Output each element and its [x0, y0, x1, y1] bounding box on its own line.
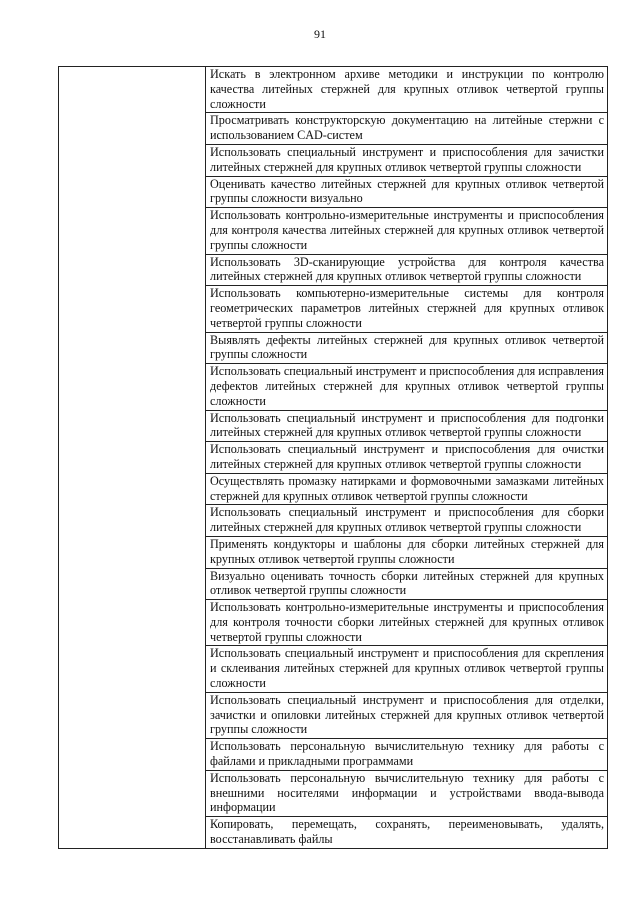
list-item: Визуально оценивать точность сборки литейных стержней для крупных отливок четвертой группы сложности: [206, 569, 607, 601]
list-item: Использовать специальный инструмент и приспособления для подгонки литейных стержней для крупных отливок четвертой группы сложности: [206, 411, 607, 443]
table-left-cell: [59, 67, 206, 849]
list-item: Использовать персональную вычислительную технику для работы с внешними носителями информации и устройствами ввода-вывода информации: [206, 771, 607, 817]
list-item: Выявлять дефекты литейных стержней для крупных отливок четвертой группы сложности: [206, 333, 607, 365]
list-item: Использовать контрольно-измерительные инструменты и приспособления для контроля качества литейных стержней для крупных отливок четвертой группы сложности: [206, 208, 607, 254]
list-item: Использовать контрольно-измерительные инструменты и приспособления для контроля точности сборки литейных стержней для крупных отливок четвертой группы сложности: [206, 600, 607, 646]
skills-list: [206, 67, 607, 848]
list-item: Оценивать качество литейных стержней для крупных отливок четвертой группы сложности визуально: [206, 177, 607, 209]
table-right-cell: [206, 67, 608, 849]
list-item: Осуществлять промазку натирками и формовочными замазками литейных стержней для крупных отливок четвертой группы сложности: [206, 474, 607, 506]
list-item: Использовать специальный инструмент и приспособления для отделки, зачистки и опиловки литейных стержней для крупных отливок четвертой группы сложности: [206, 693, 607, 739]
list-item: Использовать 3D-сканирующие устройства для контроля качества литейных стержней для крупных отливок четвертой группы сложности: [206, 255, 607, 287]
list-item: Применять кондукторы и шаблоны для сборки литейных стержней для крупных отливок четвертой группы сложности: [206, 537, 607, 569]
table-row: [59, 67, 608, 849]
list-item: Использовать специальный инструмент и приспособления для зачистки литейных стержней для крупных отливок четвертой группы сложности: [206, 145, 607, 177]
list-item: Копировать, перемещать, сохранять, переименовывать, удалять, восстанавливать файлы: [210, 817, 604, 847]
list-item: Использовать специальный инструмент и приспособления для исправления дефектов литейных стержней для крупных отливок четвертой группы сложности: [206, 364, 607, 410]
list-item: Использовать специальный инструмент и приспособления для скрепления и склеивания литейных стержней для крупных отливок четвертой группы сложности: [206, 646, 607, 692]
list-item: Просматривать конструкторскую документацию на литейные стержни с использованием CAD-систем: [206, 113, 607, 145]
list-item: Использовать специальный инструмент и приспособления для очистки литейных стержней для крупных отливок четвертой группы сложности: [206, 442, 607, 474]
skills-table: [58, 66, 608, 849]
list-item: Использовать персональную вычислительную технику для работы с файлами и прикладными программами: [206, 739, 607, 771]
list-item: Использовать специальный инструмент и приспособления для сборки литейных стержней для крупных отливок четвертой группы сложности: [206, 505, 607, 537]
list-item: Использовать компьютерно-измерительные системы для контроля геометрических параметров литейных стержней для крупных отливок четвертой группы сложности: [206, 286, 607, 332]
page-number: 91: [314, 27, 326, 41]
list-item: Искать в электронном архиве методики и инструкции по контролю качества литейных стержней для крупных отливок четвертой группы сложности: [206, 67, 607, 113]
